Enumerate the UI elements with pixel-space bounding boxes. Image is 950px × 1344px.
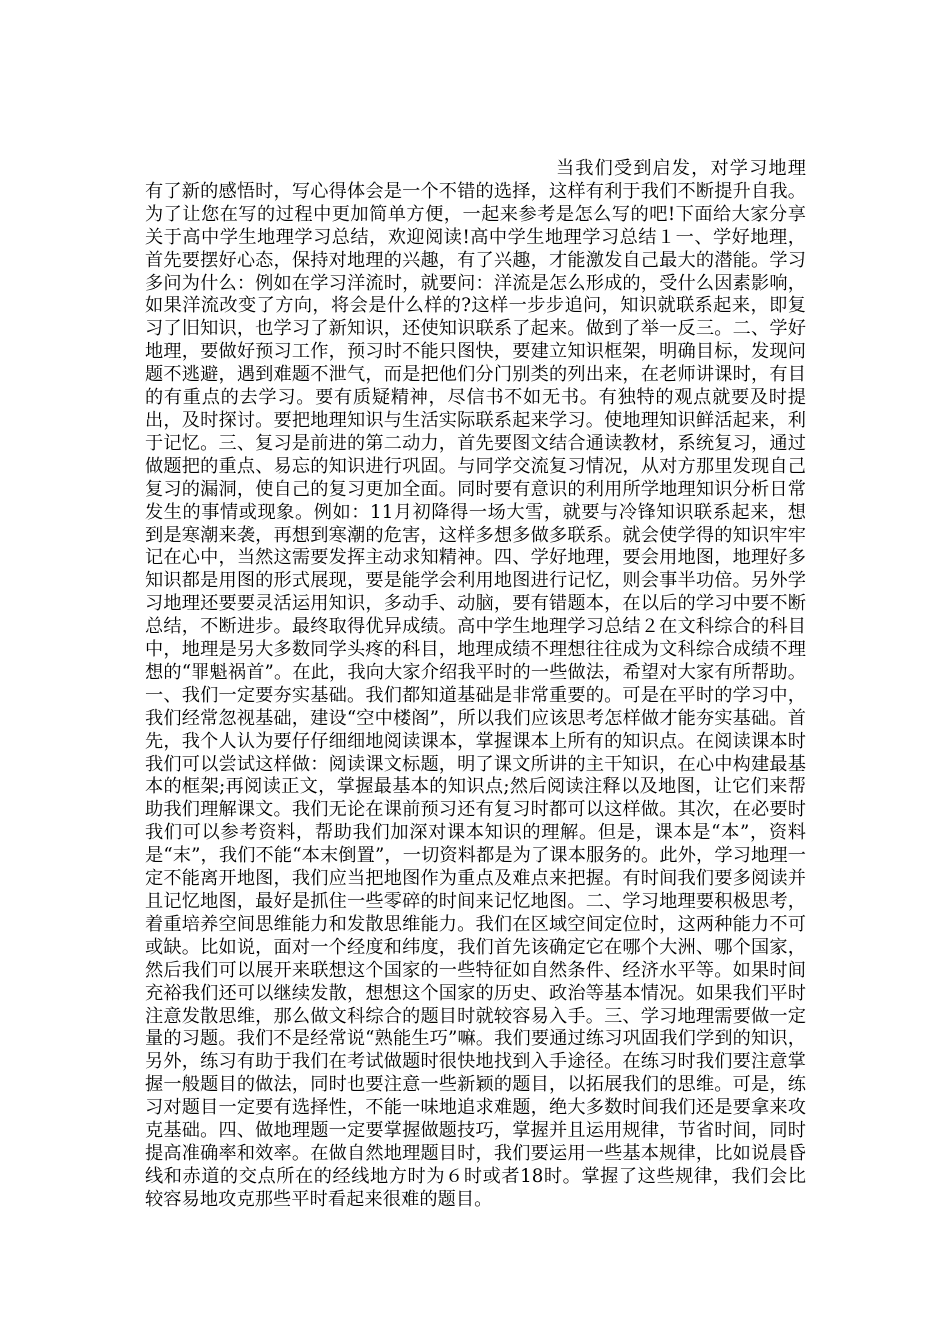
article-body: 当我们受到启发，对学习地理有了新的感悟时，写心得体会是一个不错的选择，这样有利于我们不断提升自我。为了让您在写的过程中更加简单方便，一起来参考是怎么写的吧!下面给大家分享关于高中学生地理学习总结，欢迎阅读!高中学生地理学习总结１一、学好地理，首先要摆好心态，保持对地理的兴趣，有了兴趣，才能激发自己最大的潜能。学习多问为什么：例如在学习洋流时，就要问：洋流是怎么形成的，受什么因素影响，如果洋流改变了方向，将会是什么样的?这样一步步追问，知识就联系起来，即复习了旧知识，也学习了新知识，还使知识联系了起来。做到了举一反三。二、学好地理，要做好预习工作，预习时不能只图快，要建立知识框架，明确目标，发现问题不逃避，遇到难题不泄气，而是把他们分门别类的列出来，在老师讲课时，有目的有重点的去学习。要有质疑精神，尽信书不如无书。有独特的观点就要及时提出，及时探讨。要把地理知识与生活实际联系起来学习。使地理知识鲜活起来，利于记忆。三、复习是前进的第二动力，首先要图文结合通读教材，系统复习，通过做题把的重点、易忘的知识进行巩固。与同学交流复习情况，从对方那里发现自己复习的漏洞，使自己的复习更加全面。同时要有意识的利用所学地理知识分析日常发生的事情或现象。例如：11月初降得一场大雪，就要与冷锋知识联系起来，想到是寒潮来袭，再想到寒潮的危害，这样多想多做多联系。就会使学得的知识牢牢记在心中，当然这需要发挥主动求知精神。四、学好地理，要会用地图，地理好多知识都是用图的形式展现，要是能学会利用地图进行记忆，则会事半功倍。另外学习地理还要要灵活运用知识，多动手、动脑，要有错题本，在以后的学习中要不断总结，不断进步。最终取得优异成绩。高中学生地理学习总结２在文科综合的科目中，地理是另大多数同学头疼的科目，地理成绩不理想往往成为文科综合成绩不理想的“罪魁祸首”。在此，我向大家介绍我平时的一些做法，希望对大家有所帮助。一、我们一定要夯实基础。我们都知道基础是非常重要的。可是在平时的学习中，我们经常忽视基础，建设“空中楼阁”，所以我们应该思考怎样做才能夯实基础。首先，我个人认为要仔仔细细地阅读课本，掌握课本上所有的知识点。在阅读课本时我们可以尝试这样做：阅读课文标题，明了课文所讲的主干知识，在心中构建最基本的框架;再阅读正文，掌握最基本的知识点;然后阅读注释以及地图，让它们来帮助我们理解课文。我们无论在课前预习还有复习时都可以这样做。其次，在必要时我们可以参考资料，帮助我们加深对课本知识的理解。但是，课本是“本”，资料是“末”，我们不能“本末倒置”，一切资料都是为了课本服务的。此外，学习地理一定不能离开地图，我们应当把地图作为重点及难点来把握。有时间我们要多阅读并且记忆地图，最好是抓住一些零碎的时间来记忆地图。二、学习地理要积极思考，着重培养空间思维能力和发散思维能力。我们在区域空间定位时，这两种能力不可或缺。比如说，面对一个经度和纬度，我们首先该确定它在哪个大洲、哪个国家，然后我们可以展开来联想这个国家的一些特征如自然条件、经济水平等。如果时间充裕我们还可以继续发散，想想这个国家的历史、政治等基本情况。如果我们平时注意发散思维，那么做文科综合的题目时就较容易入手。三、学习地理需要做一定量的习题。我们不是经常说“熟能生巧”嘛。我们要通过练习巩固我们学到的知识，另外，练习有助于我们在考试做题时很快地找到入手途径。在练习时我们要注意掌握一般题目的做法，同时也要注意一些新颖的题目，以拓展我们的思维。可是，练习对题目一定要有选择性，不能一味地追求难题，绝大多数时间我们还是要拿来攻克基础。四、做地理题一定要掌握做题技巧，掌握并且运用规律，节省时间，同时提高准确率和效率。在做自然地理题目时，我们要运用一些基本规律，比如说晨昏线和赤道的交点所在的经线地方时为６时或者18时。掌握了这些规律，我们会比较容易地攻克那些平时看起来很难的题目。: [145, 158, 806, 1210]
